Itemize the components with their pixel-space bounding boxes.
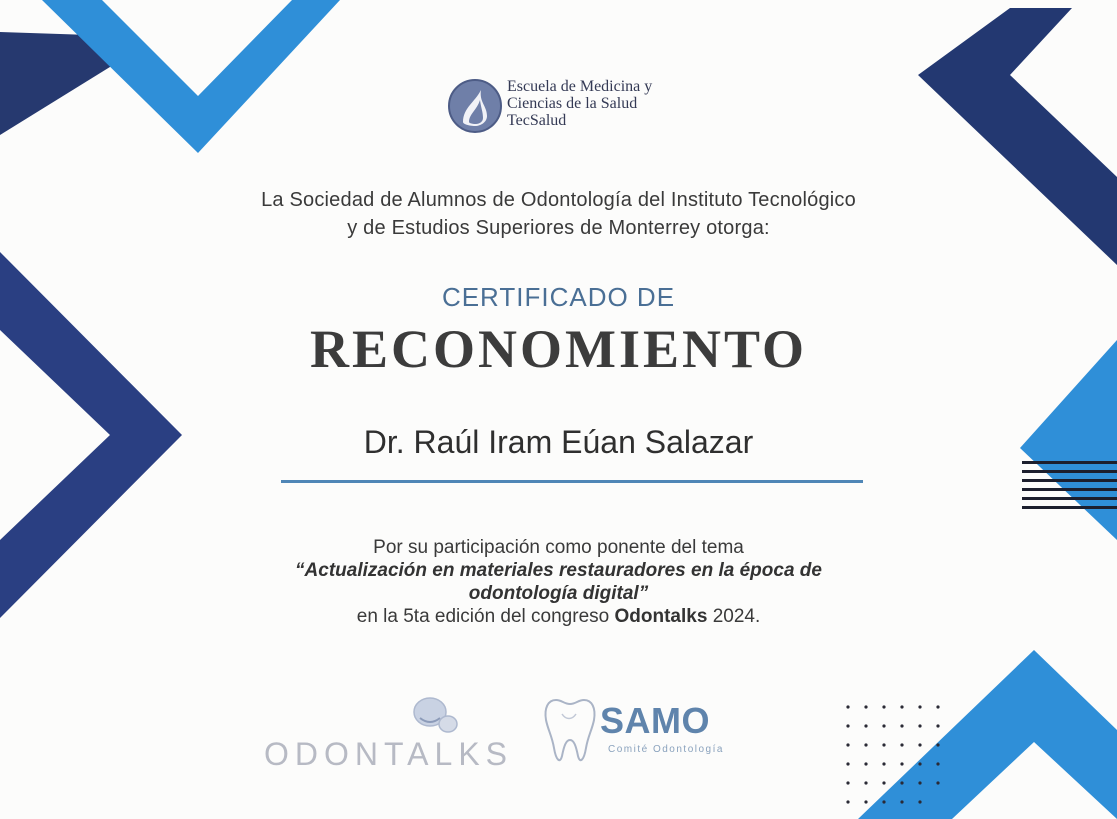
body-line4 (0, 605, 1117, 628)
school-name-line3: TecSalud (507, 112, 567, 129)
recipient-name: Dr. Raúl Iram Eúan Salazar (363, 424, 754, 460)
samo-logo (542, 694, 802, 774)
school-logo (447, 76, 707, 136)
congress-year: 2024. (712, 606, 761, 627)
odontalks-logo (262, 694, 522, 774)
body-line1: Por su participación como ponente del tema (373, 537, 744, 558)
name-underline (281, 480, 863, 483)
school-name (507, 78, 652, 129)
samo-wordmark: SAMO (600, 700, 710, 741)
congress-name: Odontalks (614, 606, 708, 627)
bottom-right-blue-chevron (858, 650, 1117, 819)
certificate-title: RECONOMIENTO (309, 319, 808, 379)
intro-line2: y de Estudios Superiores de Monterrey otorga: (347, 217, 770, 239)
topic-line2: odontología digital” (468, 583, 649, 604)
intro-text (0, 186, 1117, 242)
flame-emblem-icon (447, 78, 503, 134)
intro-line1: La Sociedad de Alumnos de Odontología del Instituto Tecnológico (261, 189, 856, 211)
odontalks-wordmark: ODONTALKS (264, 736, 513, 772)
school-name-line1: Escuela de Medicina y (507, 78, 653, 95)
body-line4-prefix: en la 5ta edición del congreso (356, 606, 610, 627)
certificate-pretitle: CERTIFICADO DE (441, 282, 676, 312)
tooth-icon (542, 694, 598, 768)
speech-bubbles-icon (410, 696, 460, 736)
topic-line1: “Actualización en materiales restauradores en la época de (295, 560, 822, 581)
body-text (0, 536, 1117, 628)
samo-subtitle: Comité Odontología (608, 744, 724, 755)
school-name-line2: Ciencias de la Salud (507, 95, 638, 112)
